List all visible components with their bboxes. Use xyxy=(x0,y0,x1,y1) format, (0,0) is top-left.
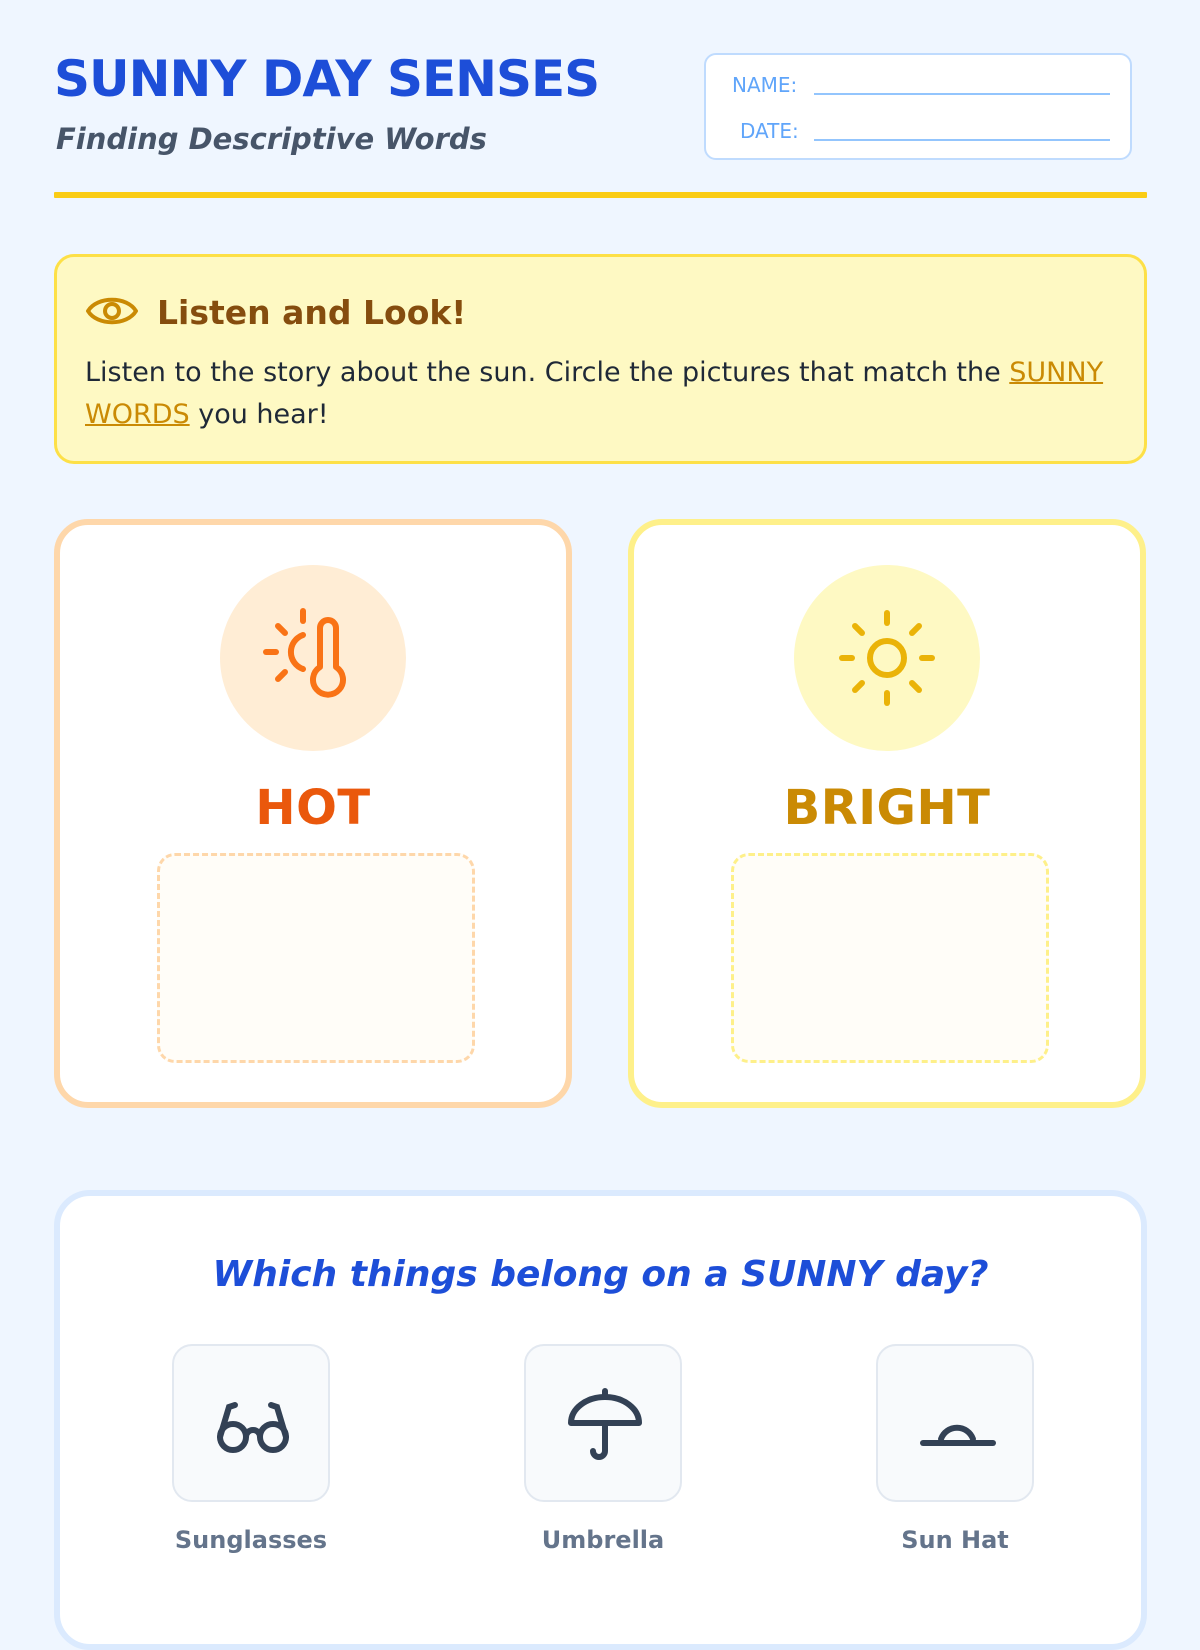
item-tile[interactable] xyxy=(172,1344,330,1502)
bright-icon-circle xyxy=(794,565,980,751)
item-tile[interactable] xyxy=(524,1344,682,1502)
item-sunglasses[interactable] xyxy=(172,1344,332,1564)
worksheet-header xyxy=(54,50,1147,200)
item-umbrella[interactable] xyxy=(524,1344,684,1564)
name-date-box xyxy=(704,53,1132,160)
header-divider xyxy=(54,192,1147,198)
instructions-title: Listen and Look! xyxy=(157,293,467,332)
item-label: Sunglasses xyxy=(174,1526,328,1554)
date-label: DATE: xyxy=(740,119,799,143)
item-label: Sun Hat xyxy=(901,1526,1009,1554)
instructions-box xyxy=(54,254,1147,464)
name-label: NAME: xyxy=(732,73,798,97)
instructions-text: Listen to the story about the sun. Circle the pictures that match the SUNNY WORDS you hear! xyxy=(85,357,1104,430)
word-card-hot xyxy=(54,519,572,1108)
sunny-words-highlight: SUNNY WORDS xyxy=(85,357,1104,430)
page-title: SUNNY DAY SENSES xyxy=(54,50,600,108)
question-text: Which things belong on a SUNNY day? xyxy=(212,1254,989,1295)
word-hot: HOT xyxy=(255,780,371,836)
eye-icon xyxy=(85,291,139,335)
bright-drawing-area[interactable] xyxy=(731,853,1049,1063)
item-tile[interactable] xyxy=(876,1344,1034,1502)
item-sun-hat[interactable] xyxy=(876,1344,1036,1564)
date-field[interactable] xyxy=(814,139,1110,141)
name-field[interactable] xyxy=(814,93,1110,95)
word-bright: BRIGHT xyxy=(783,780,991,836)
word-card-bright xyxy=(628,519,1146,1108)
sunny-items-panel xyxy=(54,1190,1147,1650)
hot-icon-circle xyxy=(220,565,406,751)
hot-drawing-area[interactable] xyxy=(157,853,475,1063)
item-label: Umbrella xyxy=(541,1526,665,1554)
page-subtitle: Finding Descriptive Words xyxy=(56,122,487,156)
